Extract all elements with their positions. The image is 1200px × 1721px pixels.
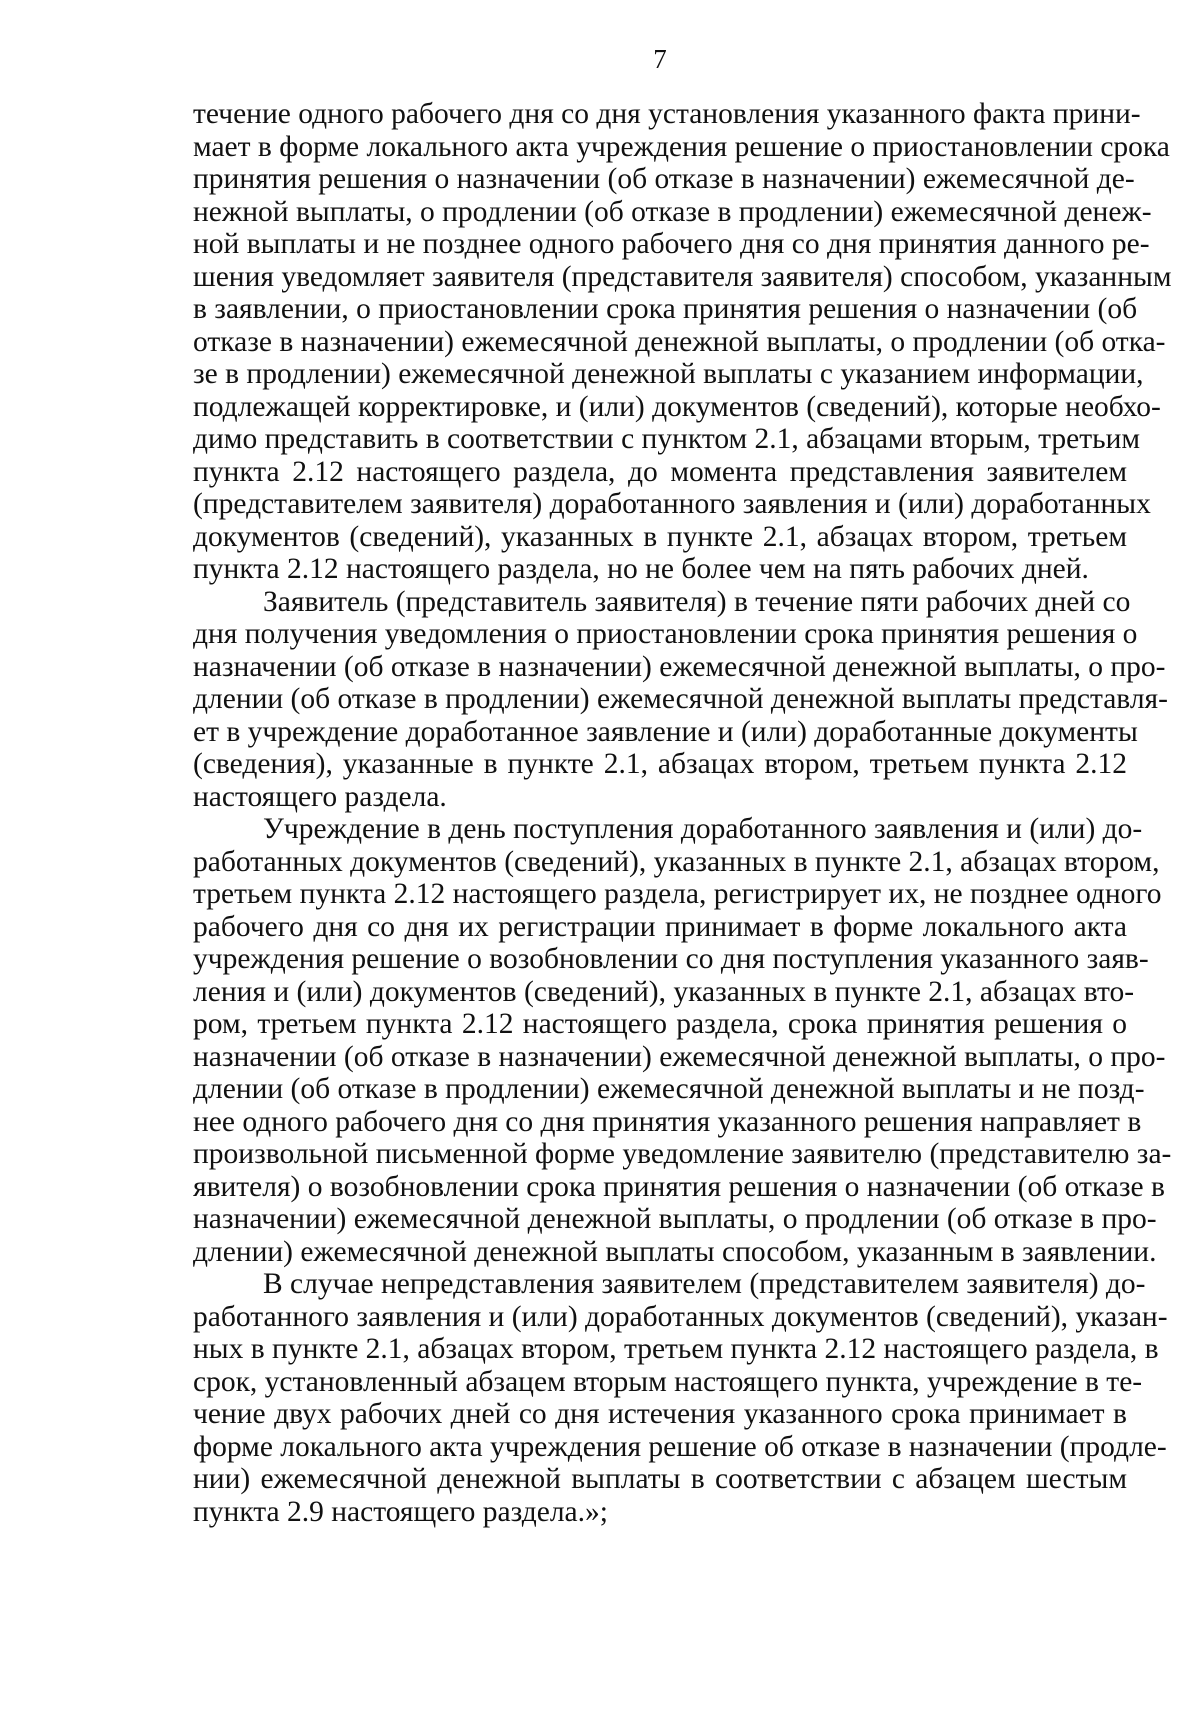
text-line: произвольной письменной форме уведомление заявителю (представителю за- bbox=[193, 1138, 1172, 1170]
paragraph bbox=[193, 813, 1172, 1268]
text-line: ных в пункте 2.1, абзацах втором, третьем пункта 2.12 настоящего раздела, в bbox=[193, 1333, 1159, 1365]
text-line: длении (об отказе в продлении) ежемесячной денежной выплаты представля- bbox=[193, 683, 1168, 715]
text-line: мает в форме локального акта учреждения решение о приостановлении срока bbox=[193, 130, 1170, 163]
text-line: назначении) ежемесячной денежной выплаты, о продлении (об отказе в про- bbox=[193, 1203, 1157, 1235]
text-line: явителя) о возобновлении срока принятия решения о назначении (об отказе в bbox=[193, 1170, 1165, 1203]
text-line: подлежащей корректировке, и (или) документов (сведений), которые необхо- bbox=[193, 390, 1161, 423]
page-number: 7 bbox=[653, 44, 667, 74]
text-line: В случае непредставления заявителем (представителем заявителя) до- bbox=[263, 1268, 1146, 1300]
text-line: димо представить в соответствии с пунктом 2.1, абзацами вторым, третьим bbox=[193, 423, 1141, 455]
text-line: длении) ежемесячной денежной выплаты способом, указанным в заявлении. bbox=[193, 1235, 1157, 1268]
text-line: пункта 2.9 настоящего раздела.»; bbox=[193, 1495, 608, 1528]
text-line: настоящего раздела. bbox=[193, 780, 447, 813]
paragraph bbox=[193, 1268, 1168, 1528]
text-line: ром, третьем пункта 2.12 настоящего раздела, срока принятия решения о bbox=[193, 1008, 1127, 1040]
text-line: длении (об отказе в продлении) ежемесячной денежной выплаты и не позд- bbox=[193, 1073, 1145, 1105]
text-line: нежной выплаты, о продлении (об отказе в продлении) ежемесячной денеж- bbox=[193, 195, 1152, 228]
text-line: документов (сведений), указанных в пункте 2.1, абзацах втором, третьем bbox=[193, 520, 1127, 553]
text-line: нее одного рабочего дня со дня принятия указанного решения направляет в bbox=[193, 1105, 1142, 1138]
text-line: работанного заявления и (или) доработанных документов (сведений), указан- bbox=[193, 1300, 1168, 1333]
text-line: назначении (об отказе в назначении) ежемесячной денежной выплаты, о про- bbox=[193, 1040, 1166, 1073]
text-line: форме локального акта учреждения решение об отказе в назначении (продле- bbox=[193, 1430, 1167, 1463]
text-line: чение двух рабочих дней со дня истечения указанного срока принимает в bbox=[193, 1398, 1127, 1430]
text-line: назначении (об отказе в назначении) ежемесячной денежной выплаты, о про- bbox=[193, 650, 1166, 683]
paragraph bbox=[193, 585, 1168, 814]
text-line: срок, установленный абзацем вторым настоящего пункта, учреждение в те- bbox=[193, 1365, 1143, 1398]
text-line: ления и (или) документов (сведений), указанных в пункте 2.1, абзацах вто- bbox=[193, 975, 1135, 1008]
text-line: зе в продлении) ежемесячной денежной выплаты с указанием информации, bbox=[193, 358, 1144, 390]
text-line: пункта 2.12 настоящего раздела, но не более чем на пять рабочих дней. bbox=[193, 553, 1089, 585]
text-line: ной выплаты и не позднее одного рабочего дня со дня принятия данного ре- bbox=[193, 228, 1150, 260]
text-line: учреждения решение о возобновлении со дня поступления указанного заяв- bbox=[193, 943, 1149, 975]
paragraph bbox=[193, 98, 1172, 586]
document-body bbox=[193, 98, 1172, 1528]
text-line: в заявлении, о приостановлении срока принятия решения о назначении (об bbox=[193, 293, 1138, 325]
text-line: рабочего дня со дня их регистрации принимает в форме локального акта bbox=[193, 910, 1127, 943]
text-line: нии) ежемесячной денежной выплаты в соответствии с абзацем шестым bbox=[193, 1463, 1127, 1495]
text-line: течение одного рабочего дня со дня установления указанного факта прини- bbox=[193, 98, 1141, 130]
text-line: работанных документов (сведений), указанных в пункте 2.1, абзацах втором, bbox=[193, 845, 1160, 878]
text-line: ет в учреждение доработанное заявление и (или) доработанные документы bbox=[193, 715, 1138, 748]
text-line: пункта 2.12 настоящего раздела, до момента представления заявителем bbox=[193, 455, 1127, 488]
text-line: шения уведомляет заявителя (представителя заявителя) способом, указанным bbox=[193, 260, 1172, 293]
text-line: (представителем заявителя) доработанного заявления и (или) доработанных bbox=[193, 488, 1151, 520]
text-line: (сведения), указанные в пункте 2.1, абзацах втором, третьем пункта 2.12 bbox=[193, 748, 1127, 780]
text-line: дня получения уведомления о приостановлении срока принятия решения о bbox=[193, 618, 1138, 650]
text-line: Заявитель (представитель заявителя) в течение пяти рабочих дней со bbox=[263, 585, 1131, 618]
text-line: отказе в назначении) ежемесячной денежной выплаты, о продлении (об отка- bbox=[193, 325, 1166, 358]
text-line: третьем пункта 2.12 настоящего раздела, регистрирует их, не позднее одного bbox=[193, 878, 1162, 910]
text-line: Учреждение в день поступления доработанного заявления и (или) до- bbox=[263, 813, 1143, 845]
text-line: принятия решения о назначении (об отказе в назначении) ежемесячной де- bbox=[193, 163, 1135, 195]
